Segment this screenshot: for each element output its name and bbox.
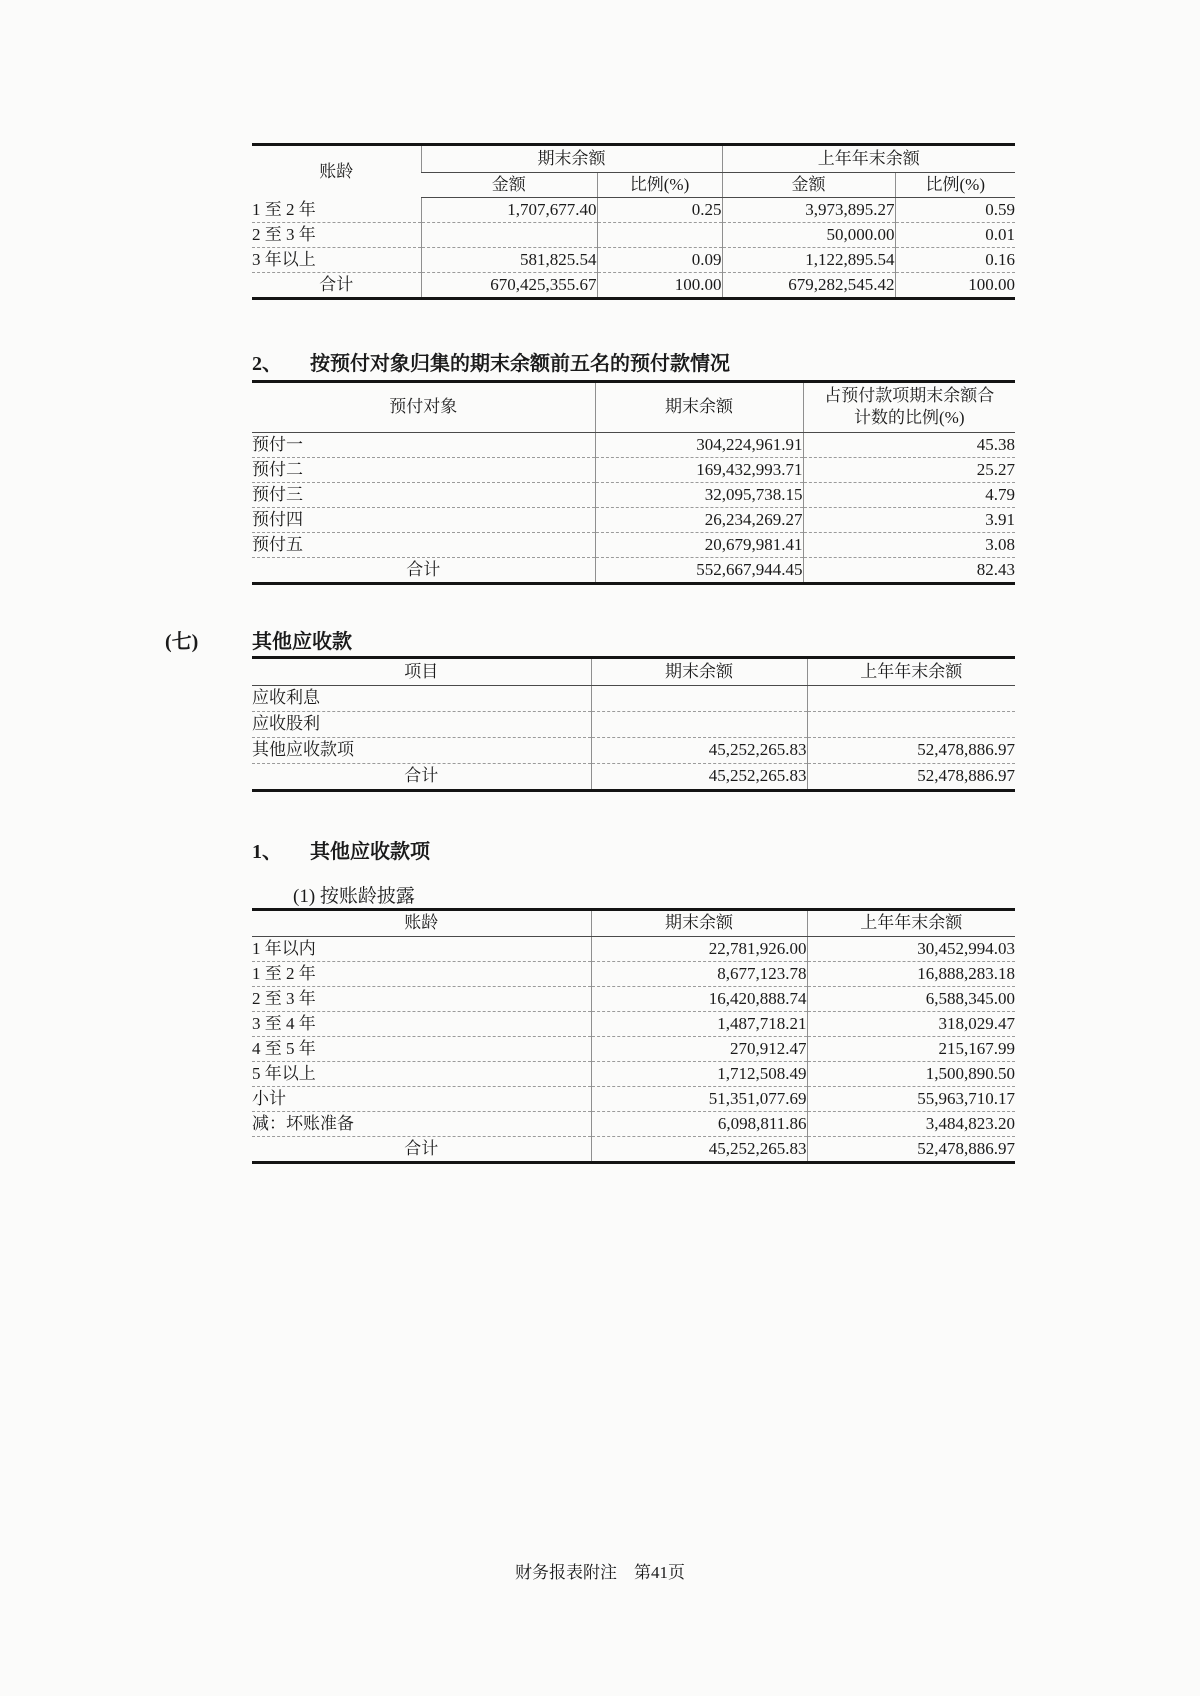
cell-amount: 26,234,269.27 [595,507,803,532]
table-row [252,738,1015,764]
table-row [252,962,1015,987]
table-row [252,198,1015,223]
col-header-closing-balance: 期末余额 [591,910,807,937]
cell-ratio: 4.79 [803,482,1015,507]
table-row [252,248,1015,273]
table-total-row [252,1137,1015,1163]
subsection-heading-aging-disclosure: (1) 按账龄披露 [293,886,415,907]
cell-amount [591,686,807,712]
table-header-row [252,382,1015,433]
col-header-aging: 账龄 [252,910,591,937]
row-label: 合计 [319,274,354,294]
cell-ratio: 82.43 [803,557,1015,583]
cell-amount: 1,122,895.54 [722,248,895,273]
cell-amount: 679,282,545.42 [722,273,895,299]
cell-amount: 1,500,890.50 [807,1062,1015,1087]
row-label: 1 至 2 年 [252,962,591,987]
row-label: 5 年以上 [252,1062,591,1087]
cell-amount: 552,667,944.45 [595,557,803,583]
cell-amount: 318,029.47 [807,1012,1015,1037]
col-header-item: 项目 [252,658,591,686]
group-header-prior-balance: 上年年末余额 [722,145,1015,173]
row-label: 1 年以内 [252,937,591,962]
col-header-ratio-of-total: 占预付款项期末余额合计数的比例(%) [803,382,1015,433]
cell-amount: 169,432,993.71 [595,457,803,482]
cell-amount: 32,095,738.15 [595,482,803,507]
cell-amount: 3,484,823.20 [807,1112,1015,1137]
row-label: 应收利息 [252,686,591,712]
cell-amount: 45,252,265.83 [591,1137,807,1163]
table-row [252,1087,1015,1112]
cell-ratio: 0.01 [895,223,1015,248]
table-row [252,532,1015,557]
table-row [252,432,1015,457]
cell-ratio: 3.91 [803,507,1015,532]
row-label: 4 至 5 年 [252,1037,591,1062]
table-total-row [252,557,1015,583]
cell-amount: 52,478,886.97 [807,738,1015,764]
cell-amount: 22,781,926.00 [591,937,807,962]
table-total-row [252,273,1015,299]
cell-amount: 215,167.99 [807,1037,1015,1062]
cell-ratio [597,223,722,248]
cell-amount: 55,963,710.17 [807,1087,1015,1112]
cell-ratio: 25.27 [803,457,1015,482]
cell-ratio: 0.59 [895,198,1015,223]
cell-amount: 50,000.00 [722,223,895,248]
section-number: 2、 [252,353,282,375]
row-label: 小计 [252,1087,591,1112]
cell-ratio: 0.25 [597,198,722,223]
col-header-aging: 账龄 [319,161,354,181]
table-row [252,507,1015,532]
cell-amount: 1,707,677.40 [421,198,597,223]
col-header-amount: 金额 [421,173,597,198]
col-header-prior-balance: 上年年末余额 [807,910,1015,937]
row-label: 应收股利 [252,712,591,738]
other-receivables-table [252,656,1015,792]
row-label: 预付四 [252,507,595,532]
cell-amount: 270,912.47 [591,1037,807,1062]
row-label: 合计 [406,559,441,579]
cell-amount: 16,888,283.18 [807,962,1015,987]
table-row [252,1062,1015,1087]
cell-ratio: 100.00 [597,273,722,299]
cell-amount: 51,351,077.69 [591,1087,807,1112]
row-label: 减：坏账准备 [252,1112,591,1137]
row-label: 3 至 4 年 [252,1012,591,1037]
cell-amount: 3,973,895.27 [722,198,895,223]
section-heading-prepayments [252,351,730,377]
table-header-row [252,658,1015,686]
cell-amount [807,686,1015,712]
table-row [252,987,1015,1012]
section-heading-other-receivables [165,629,352,655]
row-label: 2 至 3 年 [252,987,591,1012]
section-title: 按预付对象归集的期末余额前五名的预付款情况 [310,353,730,375]
col-header-ratio: 比例(%) [597,173,722,198]
row-label: 合计 [404,766,439,786]
row-label: 1 至 2 年 [252,198,421,223]
cell-amount: 8,677,123.78 [591,962,807,987]
page-footer: 财务报表附注 第41页 [515,1563,685,1582]
table-row [252,1037,1015,1062]
table-row [252,712,1015,738]
col-header-prior-balance: 上年年末余额 [807,658,1015,686]
section-heading-other-receivables-detail [252,839,430,865]
table-row [252,1012,1015,1037]
cell-ratio: 0.16 [895,248,1015,273]
row-label: 预付五 [252,532,595,557]
col-header-ratio: 比例(%) [895,173,1015,198]
cell-amount [591,712,807,738]
row-label: 其他应收款项 [252,738,591,764]
cell-amount [421,223,597,248]
cell-amount: 1,487,718.21 [591,1012,807,1037]
cell-amount: 20,679,981.41 [595,532,803,557]
section-title: 其他应收款项 [310,841,430,863]
cell-ratio: 3.08 [803,532,1015,557]
row-label: 预付三 [252,482,595,507]
cell-amount: 670,425,355.67 [421,273,597,299]
aging-ratio-table [252,143,1015,300]
row-label: 2 至 3 年 [252,223,421,248]
cell-amount: 52,478,886.97 [807,1137,1015,1163]
cell-ratio: 45.38 [803,432,1015,457]
section-number: 1、 [252,841,282,863]
row-label: 合计 [404,1138,439,1158]
cell-amount: 45,252,265.83 [591,738,807,764]
table-row [252,457,1015,482]
table-row [252,482,1015,507]
table-row [252,686,1015,712]
cell-amount: 6,588,345.00 [807,987,1015,1012]
table-header-row [252,145,1015,173]
section-number: (七) [165,631,199,653]
cell-amount: 581,825.54 [421,248,597,273]
cell-amount: 1,712,508.49 [591,1062,807,1087]
cell-ratio: 100.00 [895,273,1015,299]
cell-ratio: 0.09 [597,248,722,273]
col-header-closing-balance: 期末余额 [591,658,807,686]
table-row [252,1112,1015,1137]
cell-amount: 30,452,994.03 [807,937,1015,962]
prepayments-top5-table [252,380,1015,585]
table-row [252,937,1015,962]
cell-amount: 52,478,886.97 [807,764,1015,791]
col-header-closing-balance: 期末余额 [595,382,803,433]
cell-amount [807,712,1015,738]
table-row [252,223,1015,248]
row-label: 预付二 [252,457,595,482]
row-label: 预付一 [252,432,595,457]
cell-amount: 304,224,961.91 [595,432,803,457]
cell-amount: 6,098,811.86 [591,1112,807,1137]
section-title: 其他应收款 [252,631,352,653]
aging-disclosure-table [252,908,1015,1164]
table-total-row [252,764,1015,791]
col-header-prepayment-object: 预付对象 [252,382,595,433]
table-header-row [252,910,1015,937]
group-header-closing-balance: 期末余额 [421,145,722,173]
row-label: 3 年以上 [252,248,421,273]
col-header-amount: 金额 [722,173,895,198]
cell-amount: 45,252,265.83 [591,764,807,791]
cell-amount: 16,420,888.74 [591,987,807,1012]
